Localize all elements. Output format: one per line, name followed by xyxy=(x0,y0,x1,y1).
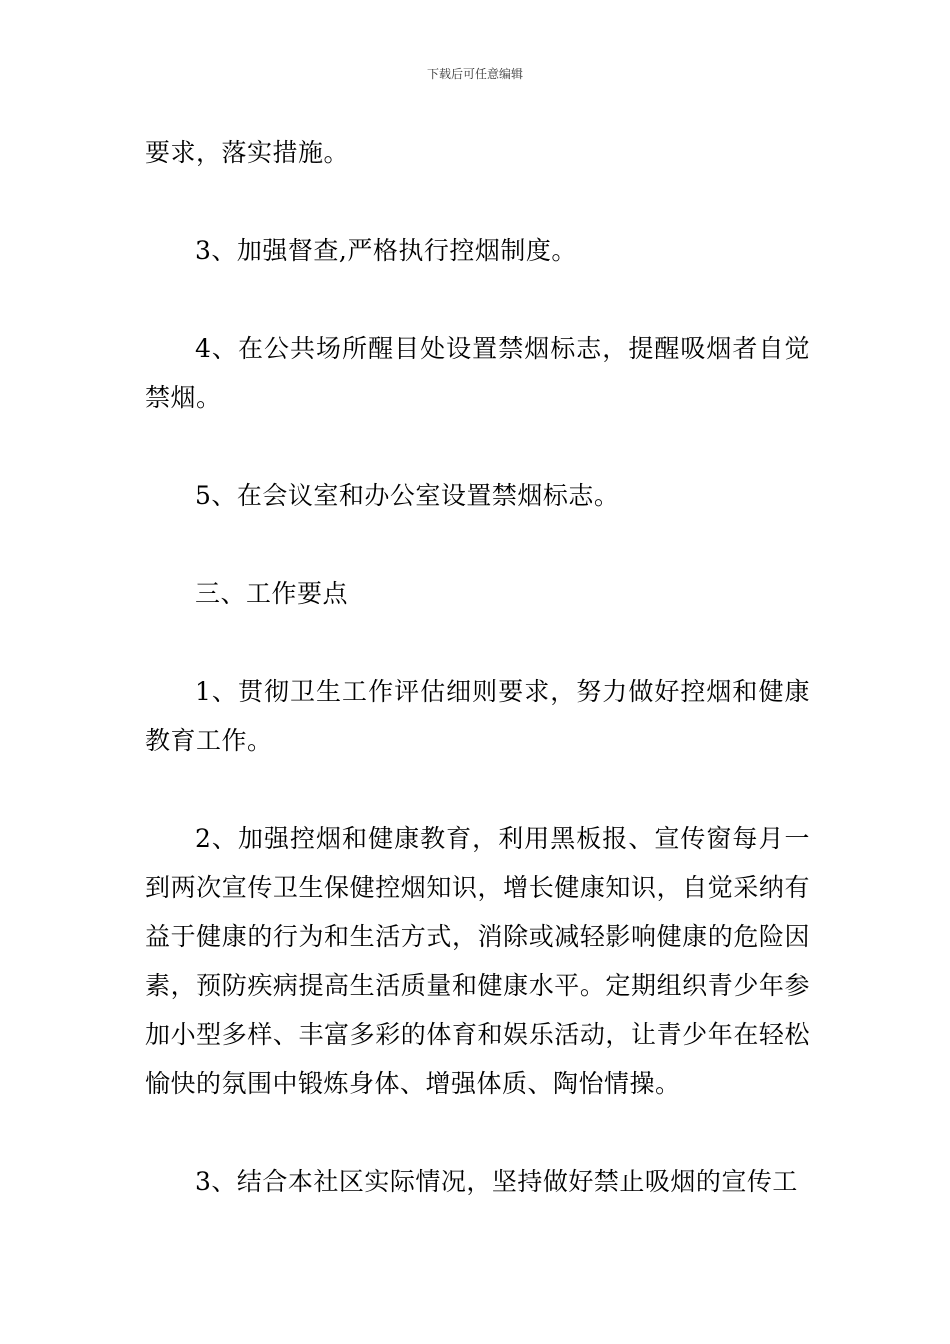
paragraph-point-1: 1、贯彻卫生工作评估细则要求，努力做好控烟和健康教育工作。 xyxy=(145,677,810,755)
paragraph-point-2: 2、加强控烟和健康教育，利用黑板报、宣传窗每月一到两次宣传卫生保健控烟知识，增长健康知识，自觉采纳有益于健康的行为和生活方式，消除或减轻影响健康的危险因素，预防疾病提高生活质量和健康水平。定期组织青少年参加小型多样、丰富多彩的体育和娱乐活动，让青少年在轻松愉快的氛围中锻炼身体、增强体质、陶怡情操。 xyxy=(145,824,810,1098)
page-header: 下载后可任意编辑 xyxy=(426,67,523,81)
section-heading-work-points: 三、工作要点 xyxy=(195,579,349,608)
paragraph-gap xyxy=(145,422,810,471)
paragraph-gap xyxy=(145,275,810,324)
paragraph-item-4-public-signs: 4、在公共场所醒目处设置禁烟标志，提醒吸烟者自觉禁烟。 xyxy=(145,334,810,412)
paragraph-gap xyxy=(145,177,810,226)
paragraph-point-3: 3、结合本社区实际情况，坚持做好禁止吸烟的宣传工 xyxy=(195,1167,798,1196)
paragraph-item-3-supervision: 3、加强督查,严格执行控烟制度。 xyxy=(195,236,577,265)
paragraph-gap xyxy=(145,1108,810,1157)
paragraph-gap xyxy=(145,765,810,814)
document-body xyxy=(145,128,810,1206)
paragraph-continuation: 要求，落实措施。 xyxy=(145,138,350,167)
paragraph-gap xyxy=(145,520,810,569)
paragraph-item-5-office-signs: 5、在会议室和办公室设置禁烟标志。 xyxy=(195,481,620,510)
paragraph-gap xyxy=(145,618,810,667)
